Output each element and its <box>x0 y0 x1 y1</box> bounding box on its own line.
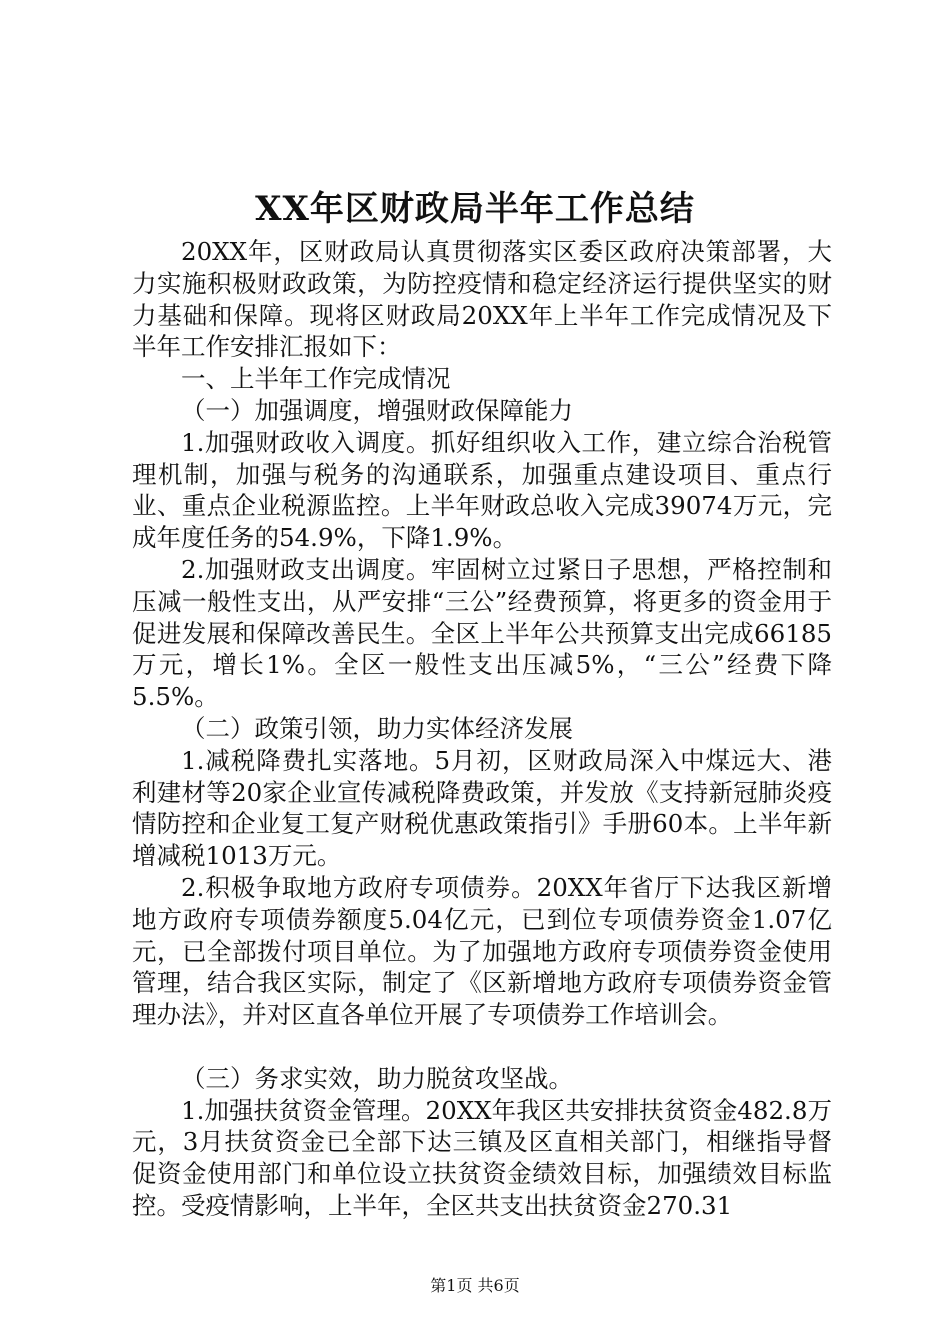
subsection-heading-2: （二）政策引领，助力实体经济发展 <box>181 713 573 743</box>
subsection-heading-1: （一）加强调度，增强财政保障能力 <box>181 395 573 425</box>
page-footer: 第1页 共6页 <box>430 1276 520 1295</box>
paragraph-intro: 20XX年，区财政局认真贯彻落实区委区政府决策部署，大力实施积极财政政策，为防控疫情和稳定经济运行提供坚实的财力基础和保障。现将区财政局20XX年上半年工作完成情况及下半年工作安排汇报如下： <box>132 237 832 362</box>
paragraph-special-bonds: 2.积极争取地方政府专项债券。20XX年省厅下达我区新增地方政府专项债券额度5.04亿元，已到位专项债券资金1.07亿元，已全部拨付项目单位。为了加强地方政府专项债券资金使用管理，结合我区实际，制定了《区新增地方政府专项债券资金管理办法》，并对区直各单位开展了专项债券工作培训会。 <box>132 872 832 1030</box>
subsection-heading-3: （三）务求实效，助力脱贫攻坚战。 <box>181 1063 573 1093</box>
document-title: XX年区财政局半年工作总结 <box>255 189 695 229</box>
paragraph-expenditure: 2.加强财政支出调度。牢固树立过紧日子思想，严格控制和压减一般性支出，从严安排“三公”经费预算，将更多的资金用于促进发展和保障改善民生。全区上半年公共预算支出完成66185万元，增长1%。全区一般性支出压减5%，“三公”经费下降5.5%。 <box>132 554 832 712</box>
paragraph-poverty-funds: 1.加强扶贫资金管理。20XX年我区共安排扶贫资金482.8万元，3月扶贫资金已全部下达三镇及区直相关部门，相继指导督促资金使用部门和单位设立扶贫资金绩效目标，加强绩效目标监控。受疫情影响，上半年，全区共支出扶贫资金270.31 <box>132 1095 832 1220</box>
section-heading-1: 一、上半年工作完成情况 <box>181 364 451 394</box>
document-body <box>132 236 832 1222</box>
paragraph-tax-reduction: 1.减税降费扎实落地。5月初，区财政局深入中煤远大、港利建材等20家企业宣传减税降费政策，并发放《支持新冠肺炎疫情防控和企业复工复产财税优惠政策指引》手册60本。上半年新增减税1013万元。 <box>132 745 832 871</box>
paragraph-revenue: 1.加强财政收入调度。抓好组织收入工作，建立综合治税管理机制，加强与税务的沟通联系，加强重点建设项目、重点行业、重点企业税源监控。上半年财政总收入完成39074万元，完成年度任务的54.9%，下降1.9%。 <box>132 427 832 553</box>
